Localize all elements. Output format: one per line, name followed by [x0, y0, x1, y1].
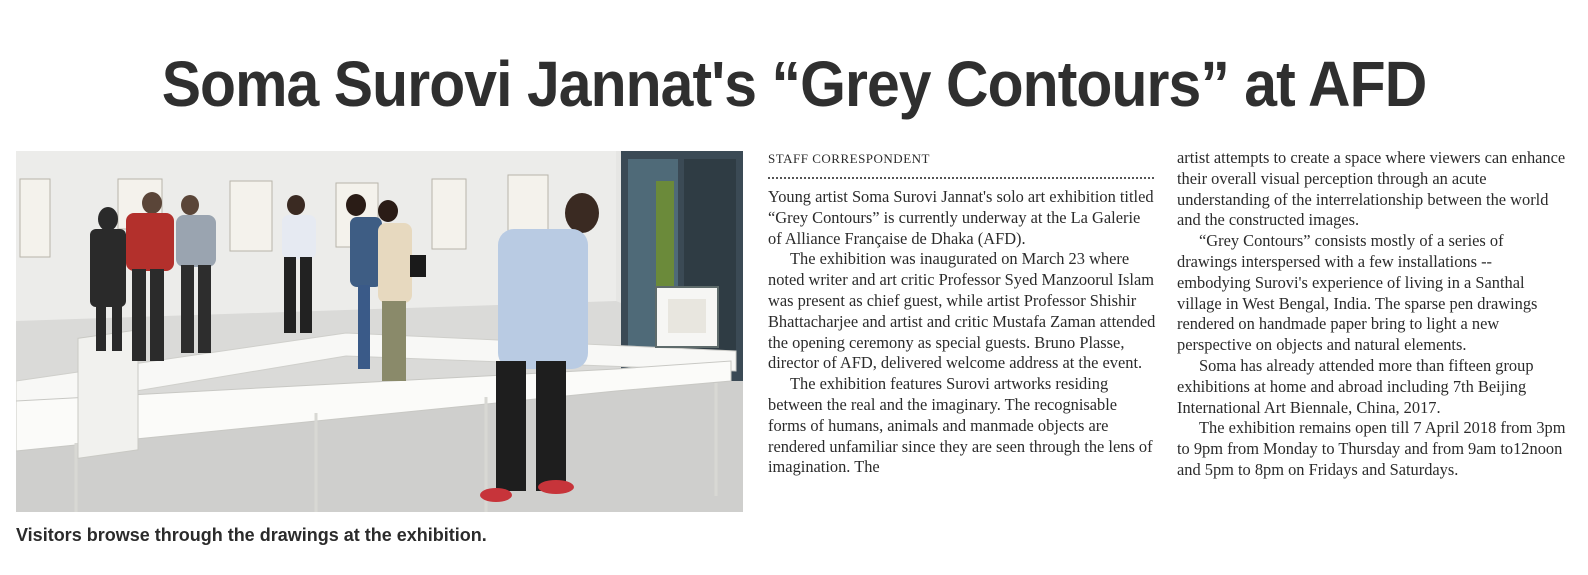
paragraph: Soma has already attended more than fifteen group exhibitions at home and abroad including 7th Beijing International Art Biennale, China, 2017.: [1177, 355, 1534, 417]
paragraph: artist attempts to create a space where viewers can enhance their overall visual perception through an acute understanding of the interrelationship between the world and the constructed images.: [1177, 148, 1566, 230]
article-column-left: [768, 148, 1158, 478]
paragraph: “Grey Contours” consists mostly of a series of drawings interspersed with a few installations -- embodying Surovi's experience of living in a Santhal village in West Bengal, India. The sparse pen drawings rendered on handmade paper bring to light a new perspective on objects and natural elements.: [1177, 231, 1538, 355]
byline: STAFF CORRESPONDENT: [768, 151, 930, 166]
photo-caption: Visitors browse through the drawings at the exhibition.: [16, 525, 487, 545]
paragraph: Young artist Soma Surovi Jannat's solo art exhibition titled “Grey Contours” is currently underway at the La Galerie of Alliance Française de Dhaka (AFD).: [768, 187, 1154, 248]
paragraph: The exhibition was inaugurated on March 23 where noted writer and art critic Professor Syed Manzoorul Islam was present as chief guest, while artist Professor Shishir Bhattacharjee and artist and critic Mustafa Zaman attended the opening ceremony as special guests. Bruno Plasse, director of AFD, delivered welcome address at the event.: [768, 249, 1156, 373]
paragraph: The exhibition remains open till 7 April 2018 from 3pm to 9pm from Monday to Thursday and from 9am to12noon and 5pm to 8pm on Fridays and Saturdays.: [1177, 418, 1566, 479]
article-headline: Soma Surovi Jannat's “Grey Contours” at AFD: [161, 48, 1427, 120]
paragraph: The exhibition features Surovi artworks residing between the real and the imaginary. The recognisable forms of humans, animals and manmade objects are rendered unfamiliar since they are seen through the lens of imagination. The: [768, 374, 1153, 477]
byline-divider: [768, 169, 1154, 179]
exhibition-photo: [16, 151, 743, 512]
article-column-right: [1177, 148, 1567, 481]
